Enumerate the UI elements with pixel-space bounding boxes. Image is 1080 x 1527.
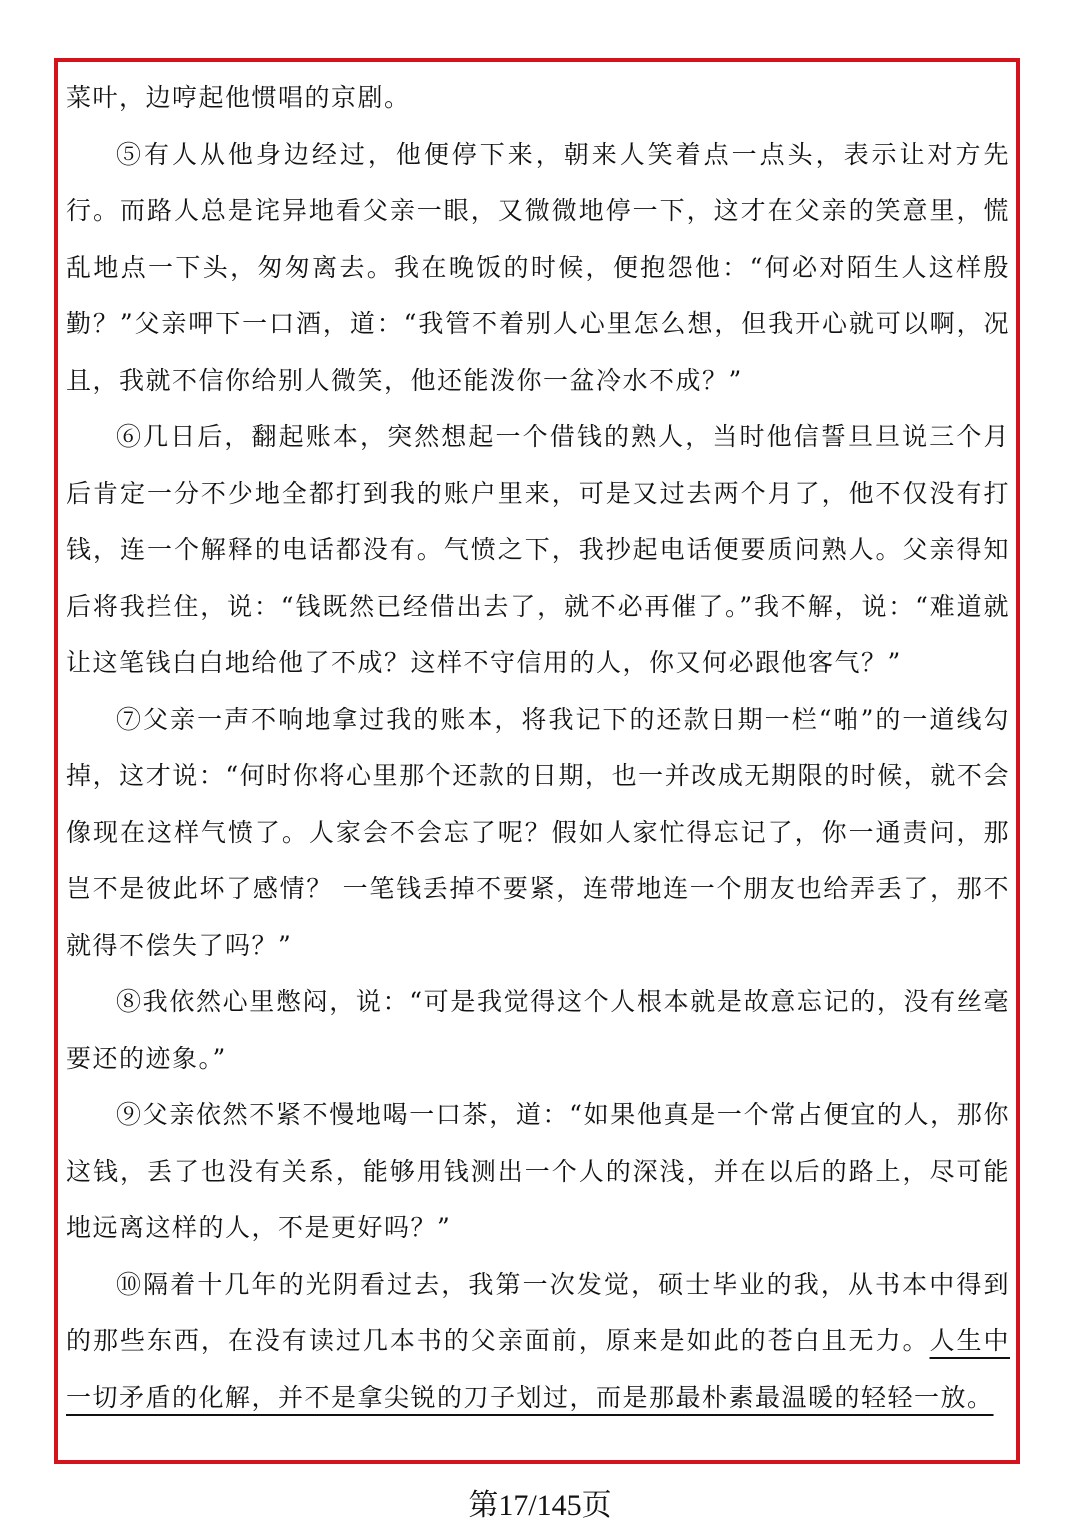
paragraph-10	[66, 1257, 1010, 1427]
paragraph-10-text: ⑩隔着十几年的光阴看过去，我第一次发觉，硕士毕业的我，从书本中得到的那些东西，在没有读过几本书的父亲面前，原来是如此的苍白且无力。	[66, 1269, 1010, 1355]
paragraph-7: ⑦父亲一声不响地拿过我的账本，将我记下的还款日期一栏“啪”的一道线勾掉，这才说：“何时你将心里那个还款的日期，也一并改成无期限的时候，就不会像现在这样气愤了。人家会不会忘了呢？假如人家忙得忘记了，你一通责问，那岂不是彼此坏了感情？ 一笔钱丢掉不要紧，连带地连一个朋友也给弄丢了，那不就得不偿失了吗？”	[66, 704, 1010, 960]
article-text	[66, 70, 1010, 1426]
page-number: 第17/145页	[468, 1489, 612, 1522]
paragraph-6: ⑥几日后，翻起账本，突然想起一个借钱的熟人，当时他信誓旦旦说三个月后肯定一分不少地全都打到我的账户里来，可是又过去两个月了，他不仅没有打钱，连一个解释的电话都没有。气愤之下，我抄起电话便要质问熟人。父亲得知后将我拦住，说：“钱既然已经借出去了，就不必再催了。”我不解，说：“难道就让这笔钱白白地给他了不成？这样不守信用的人，你又何必跟他客气？”	[66, 422, 1010, 677]
paragraph-5: ⑤有人从他身边经过，他便停下来，朝来人笑着点一点头，表示让对方先行。而路人总是诧异地看父亲一眼，又微微地停一下，这才在父亲的笑意里，慌乱地点一下头，匆匆离去。我在晚饭的时候，便抱怨他：“何必对陌生人这样殷勤？”父亲呷下一口酒，道：“我管不着别人心里怎么想，但我开心就可以啊，况且，我就不信你给别人微笑，他还能泼你一盆冷水不成？”	[66, 139, 1010, 395]
paragraph-9: ⑨父亲依然不紧不慢地喝一口茶，道：“如果他真是一个常占便宜的人，那你这钱，丢了也没有关系，能够用钱测出一个人的深浅，并在以后的路上，尽可能地远离这样的人，不是更好吗？”	[66, 1100, 1010, 1242]
paragraph-continuation: 菜叶，边哼起他惯唱的京剧。	[66, 83, 411, 112]
underlined-key-sentence: 人生中一切矛盾的化解，并不是拿尖锐的刀子划过，而是那最朴素最温暖的轻轻一放。	[66, 1326, 1010, 1412]
paragraph-8: ⑧我依然心里憋闷，说：“可是我觉得这个人根本就是故意忘记的，没有丝毫要还的迹象。”	[66, 987, 1010, 1073]
